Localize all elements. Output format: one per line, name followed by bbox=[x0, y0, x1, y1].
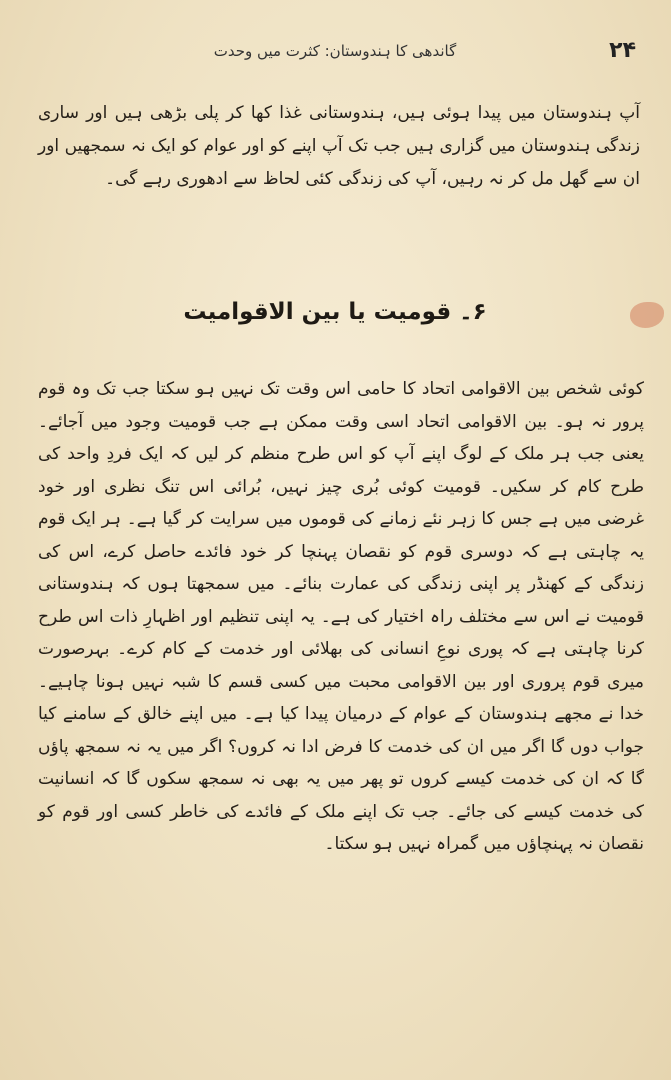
section-heading: ۶۔ قومیت یا بین الاقوامیت bbox=[183, 299, 487, 326]
section-body: کوئی شخص بین الاقوامی اتحاد کا حامی اس وقت تک نہیں ہو سکتا جب تک وہ قوم پرور نہ ہو۔ بین الاقوامی اتحاد اسی وقت ممکن ہے جب قومیت وجود میں آجائے۔ یعنی جب ہر ملک کے لوگ اپنے آپ کو اس طرح منظم کر لیں کہ ایک فردِ واحد کی طرح کام کر سکیں۔ قومیت کوئی بُری چیز نہیں، بُرائی اس تنگ نظری اور خود غرضی میں ہے جس کا زہر نئے زمانے کی قوموں میں سرایت کر گیا ہے۔ ہر ایک قوم یہ چاہتی ہے کہ دوسری قوم کو نقصان پہنچا کر خود فائدے حاصل کرے، اس کی زندگی کے کھنڈر پر اپنی زندگی کی عمارت بنائے۔ میں سمجھتا ہوں کہ ہندوستانی قومیت نے اس سے مختلف راہ اختیار کی ہے۔ یہ اپنی تنظیم اور اظہارِ ذات اس طرح کرنا چاہتی ہے کہ پوری نوعِ انسانی کی بھلائی اور خدمت کے کام کرے۔ بہرصورت میری قوم پروری اور بین الاقوامی محبت میں کسی قسم کا شبہ نہیں ہونا چاہیے۔ خدا نے مجھے ہندوستان کے عوام کے درمیان پیدا کیا ہے۔ میں اپنے خالق کے سامنے کیا جواب دوں گا اگر میں ان کی خدمت کا فرض ادا نہ کروں؟ اگر میں یہ نہ سمجھ پاؤں گا کہ ان کی خدمت کیسے کروں تو پھر میں یہ بھی نہ سمجھ سکوں گا کہ انسانیت کی خدمت کیسے کی جائے۔ جب تک اپنے ملک کے فائدے کی خاطر کسی اور قوم کو نقصان نہ پہنچاؤں میں گمراہ نہیں ہو سکتا۔ bbox=[38, 379, 644, 854]
paper-stain bbox=[630, 302, 664, 328]
page-number: ۲۴ bbox=[609, 38, 636, 63]
intro-paragraph: آپ ہندوستان میں پیدا ہوئی ہیں، ہندوستانی غذا کھا کر پلی بڑھی ہیں اور ساری زندگی ہندوستان میں گزاری ہیں جب تک آپ اپنے کو اور عوام کو ایک نہ سمجھیں اور ان سے گھل مل کر نہ رہیں، آپ کی زندگی کئی لحاظ سے ادھوری رہے گی۔ bbox=[38, 103, 640, 189]
running-head: گاندھی کا ہندوستان: کثرت میں وحدت bbox=[213, 42, 457, 60]
page-header bbox=[30, 38, 640, 66]
